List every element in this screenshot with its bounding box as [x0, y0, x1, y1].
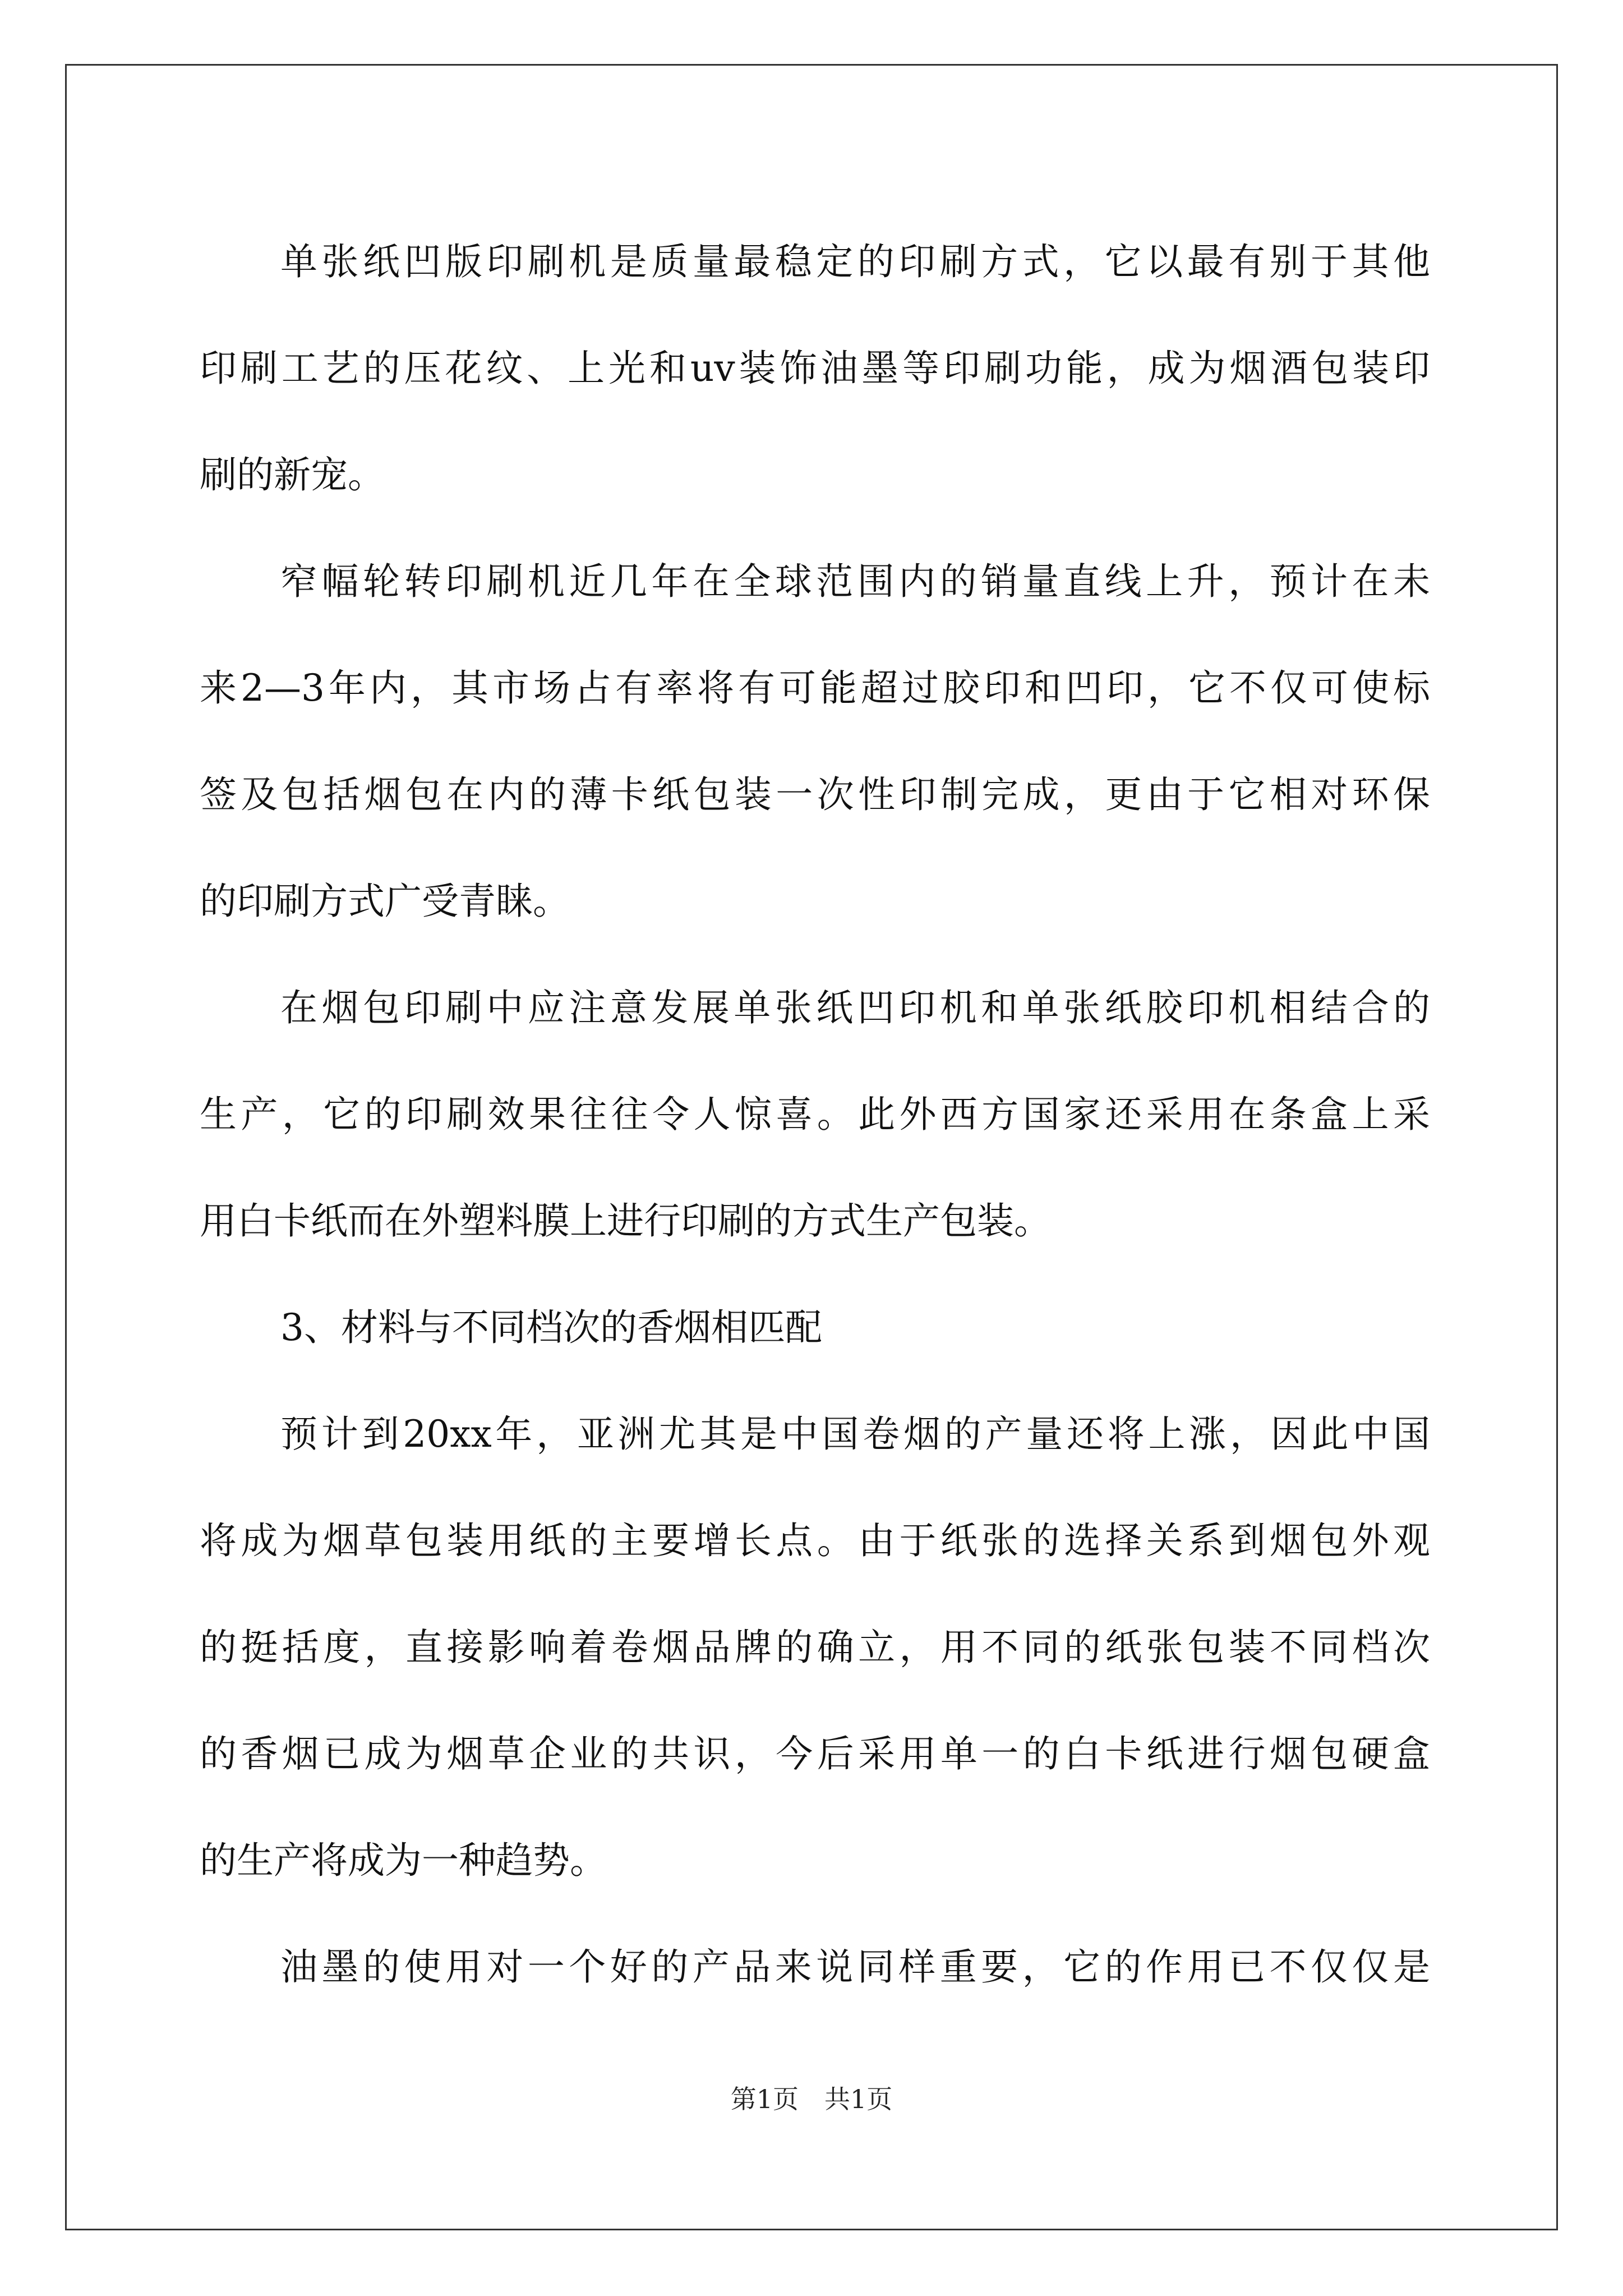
- text-line: 的印刷方式广受青睐。: [200, 880, 570, 923]
- text-line: 预计到20xx年，亚洲尤其是中国卷烟的产量还将上涨，因此中国: [280, 1412, 1430, 1456]
- text-line: 3、材料与不同档次的香烟相匹配: [280, 1306, 822, 1349]
- text-line: 将成为烟草包装用纸的主要增长点。由于纸张的选择关系到烟包外观: [200, 1519, 1430, 1562]
- text-line: 生产，它的印刷效果往往令人惊喜。此外西方国家还采用在条盒上采: [200, 1093, 1430, 1136]
- text-line: 印刷工艺的压花纹、上光和uv装饰油墨等印刷功能，成为烟酒包装印: [200, 347, 1430, 390]
- document-body: [200, 209, 1430, 2021]
- text-line: 单张纸凹版印刷机是质量最稳定的印刷方式，它以最有别于其他: [280, 240, 1430, 283]
- text-line: 用白卡纸而在外塑料膜上进行印刷的方式生产包装。: [200, 1199, 1051, 1243]
- text-line: 窄幅轮转印刷机近几年在全球范围内的销量直线上升，预计在未: [280, 560, 1430, 603]
- text-line: 来2—3年内，其市场占有率将有可能超过胶印和凹印，它不仅可使标: [200, 666, 1430, 710]
- text-line: 的生产将成为一种趋势。: [200, 1839, 607, 1882]
- text-line: 在烟包印刷中应注意发展单张纸凹印机和单张纸胶印机相结合的: [280, 986, 1430, 1029]
- text-line: 油墨的使用对一个好的产品来说同样重要，它的作用已不仅仅是: [280, 1945, 1430, 1989]
- text-line: 签及包括烟包在内的薄卡纸包装一次性印制完成，更由于它相对环保: [200, 773, 1430, 816]
- text-line: 的香烟已成为烟草企业的共识，今后采用单一的白卡纸进行烟包硬盒: [200, 1732, 1430, 1775]
- page-footer: 第1页 共1页: [730, 2084, 893, 2114]
- text-line: 刷的新宠。: [200, 453, 385, 496]
- text-line: 的挺括度，直接影响着卷烟品牌的确立，用不同的纸张包装不同档次: [200, 1626, 1430, 1669]
